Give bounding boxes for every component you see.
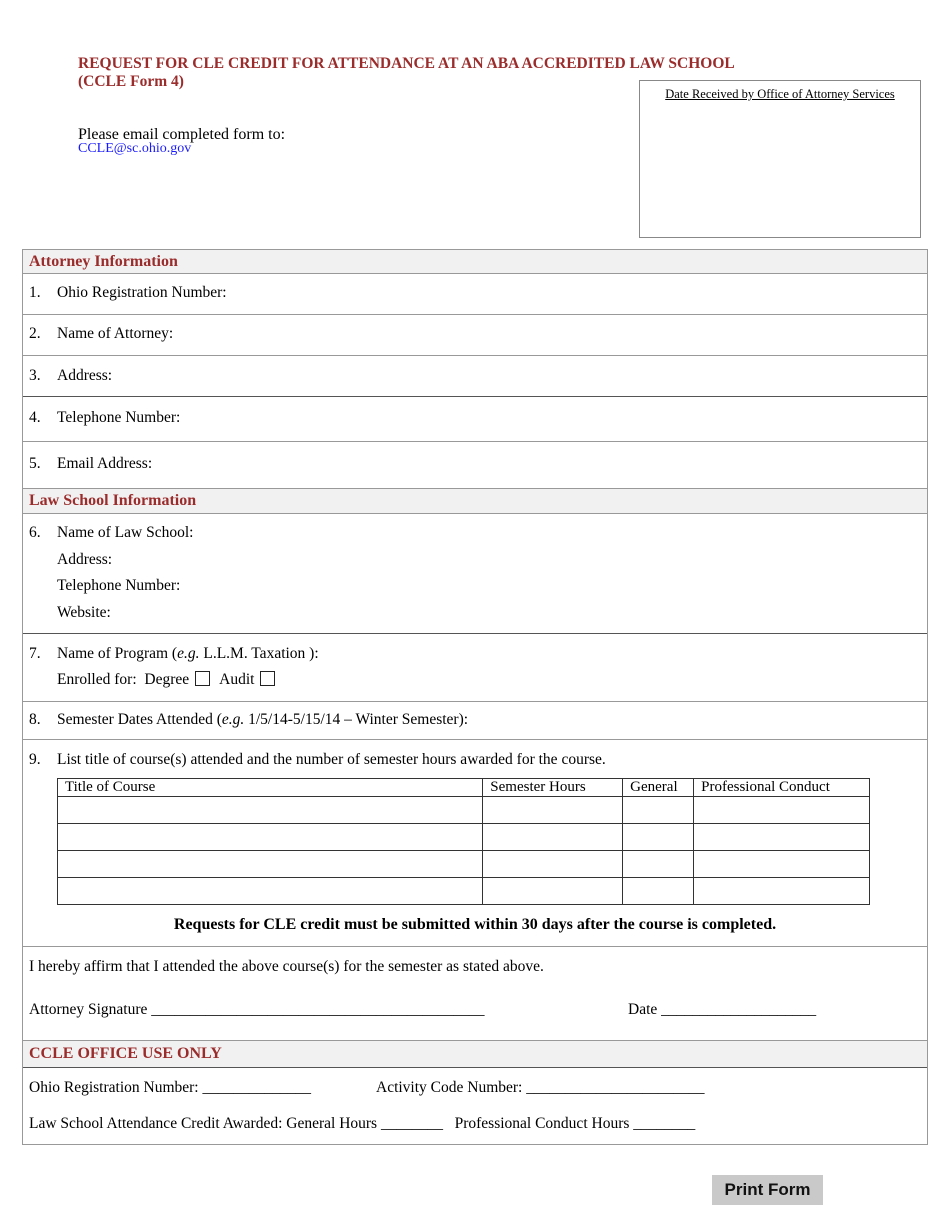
general-cell[interactable] (623, 851, 694, 878)
audit-label: Audit (219, 671, 255, 688)
law-school-telephone-field[interactable]: Telephone Number: (57, 577, 181, 594)
activity-code-row (376, 1079, 705, 1097)
professional-conduct-cell[interactable] (694, 851, 870, 878)
course-title-cell[interactable] (58, 824, 483, 851)
column-header-title: Title of Course (58, 779, 483, 797)
program-label-post: L.L.M. Taxation ): (199, 645, 319, 662)
professional-conduct-label: Professional Conduct Hours (454, 1115, 630, 1132)
attorney-address-field[interactable]: Address: (57, 367, 113, 384)
item-number: 8. (29, 711, 41, 728)
law-school-address-field[interactable]: Address: (57, 551, 113, 568)
professional-conduct-line[interactable]: ________ (633, 1115, 696, 1132)
professional-conduct-cell[interactable] (694, 878, 870, 905)
item-number: 6. (29, 524, 41, 541)
general-hours-line[interactable]: ________ (380, 1115, 443, 1132)
enrollment-row (57, 671, 281, 689)
signature-line[interactable]: ___________________________________________ (151, 1001, 485, 1018)
attorney-telephone-field[interactable]: Telephone Number: (57, 409, 181, 426)
item-number: 5. (29, 455, 41, 472)
item-number: 7. (29, 645, 41, 662)
courses-instruction: List title of course(s) attended and the number of semester hours awarded for the course. (57, 751, 606, 768)
item-number: 1. (29, 284, 41, 301)
law-school-website-field[interactable]: Website: (57, 604, 111, 621)
form-title-line2: (CCLE Form 4) (78, 73, 184, 90)
course-title-cell[interactable] (58, 797, 483, 824)
office-use-heading: CCLE OFFICE USE ONLY (23, 1041, 927, 1067)
item-number: 4. (29, 409, 41, 426)
print-form-button[interactable]: Print Form (712, 1175, 823, 1205)
table-header-row (58, 779, 870, 797)
affirmation-text: I hereby affirm that I attended the above course(s) for the semester as stated above. (29, 958, 544, 975)
date-line[interactable]: ____________________ (661, 1001, 817, 1018)
date-received-box (639, 80, 921, 238)
divider (23, 1067, 927, 1068)
professional-conduct-cell[interactable] (694, 797, 870, 824)
date-label: Date (628, 1001, 658, 1018)
table-row (58, 878, 870, 905)
office-registration-label: Ohio Registration Number: (29, 1079, 199, 1096)
divider (23, 396, 927, 397)
submission-deadline-notice: Requests for CLE credit must be submitted within 30 days after the course is completed. (173, 916, 777, 933)
item-number: 3. (29, 367, 41, 384)
courses-table (57, 778, 870, 905)
column-header-professional-conduct: Professional Conduct (694, 779, 870, 797)
semester-dates-field[interactable] (57, 711, 468, 729)
enrolled-label: Enrolled for: (57, 671, 137, 688)
divider (23, 633, 927, 634)
attorney-info-heading: Attorney Information (23, 250, 927, 273)
divider (23, 946, 927, 947)
general-cell[interactable] (623, 797, 694, 824)
semester-label-eg: e.g. (221, 711, 245, 728)
activity-code-line[interactable]: _______________________ (526, 1079, 705, 1096)
degree-checkbox[interactable] (195, 671, 210, 686)
course-title-cell[interactable] (58, 851, 483, 878)
program-name-field[interactable] (57, 645, 319, 663)
office-registration-row (29, 1079, 311, 1097)
credit-awarded-row (29, 1115, 695, 1133)
semester-hours-cell[interactable] (483, 851, 623, 878)
table-row (58, 824, 870, 851)
attorney-email-field[interactable]: Email Address: (57, 455, 153, 472)
course-title-cell[interactable] (58, 878, 483, 905)
credit-awarded-label: Law School Attendance Credit Awarded: General Hours (29, 1115, 378, 1132)
divider (23, 513, 927, 514)
program-label-eg: e.g. (177, 645, 200, 662)
activity-code-label: Activity Code Number: (376, 1079, 523, 1096)
email-instruction: Please email completed form to: (78, 126, 286, 143)
column-header-general: General (623, 779, 694, 797)
item-number: 9. (29, 751, 41, 768)
semester-label-post: 1/5/14-5/15/14 – Winter Semester): (244, 711, 469, 728)
divider (23, 273, 927, 274)
signature-label: Attorney Signature (29, 1001, 148, 1018)
professional-conduct-cell[interactable] (694, 824, 870, 851)
degree-label: Degree (144, 671, 190, 688)
date-received-label: Date Received by Office of Attorney Services (665, 87, 895, 101)
law-school-name-field[interactable]: Name of Law School: (57, 524, 194, 541)
divider (23, 314, 927, 315)
email-link[interactable]: CCLE@sc.ohio.gov (78, 141, 192, 156)
form-title-line1: REQUEST FOR CLE CREDIT FOR ATTENDANCE AT AN ABA ACCREDITED LAW SCHOOL (78, 55, 735, 72)
divider (23, 701, 927, 702)
office-registration-line[interactable]: ______________ (202, 1079, 311, 1096)
ohio-registration-field[interactable]: Ohio Registration Number: (57, 284, 227, 301)
item-number: 2. (29, 325, 41, 342)
semester-hours-cell[interactable] (483, 878, 623, 905)
column-header-semester-hours: Semester Hours (483, 779, 623, 797)
semester-label-pre: Semester Dates Attended ( (57, 711, 222, 728)
table-row (58, 797, 870, 824)
program-label-pre: Name of Program ( (57, 645, 178, 662)
audit-checkbox[interactable] (260, 671, 275, 686)
law-school-info-heading: Law School Information (23, 489, 927, 513)
table-row (58, 851, 870, 878)
divider (23, 739, 927, 740)
general-cell[interactable] (623, 824, 694, 851)
date-row (628, 1001, 816, 1019)
signature-row (29, 1001, 485, 1019)
general-cell[interactable] (623, 878, 694, 905)
divider (23, 355, 927, 356)
divider (23, 441, 927, 442)
semester-hours-cell[interactable] (483, 824, 623, 851)
semester-hours-cell[interactable] (483, 797, 623, 824)
attorney-name-field[interactable]: Name of Attorney: (57, 325, 174, 342)
